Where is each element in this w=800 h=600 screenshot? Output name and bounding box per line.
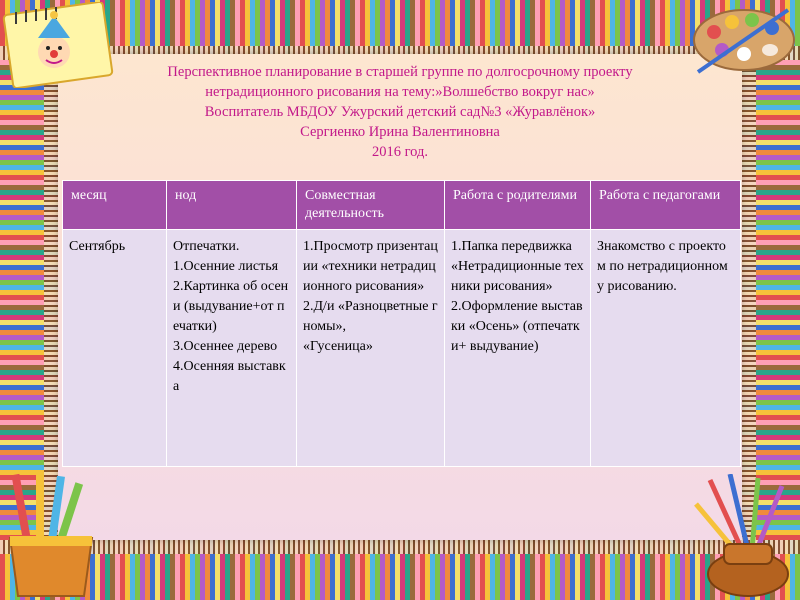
month-text: Сентябрь: [69, 239, 126, 254]
joint-item: «Гусеница»: [303, 339, 373, 354]
slide-header: [70, 62, 730, 162]
column-header-parents: Работа с родителями: [445, 181, 591, 230]
nod-item: Отпечатки.: [173, 239, 240, 254]
colored-pencils-border-right: [742, 60, 800, 540]
nod-item: 1.Осенние листья: [173, 259, 279, 274]
nod-item: 4.Осенняя выставка: [173, 359, 286, 394]
column-header-nod: нод: [167, 181, 297, 230]
colored-pencils-border-top: [0, 0, 800, 60]
paint-palette-icon: [688, 2, 798, 76]
header-line-2: нетрадиционного рисования на тему:»Волшебство вокруг нас»: [205, 84, 595, 100]
pencil-cup-left-icon: [2, 472, 100, 598]
table-header-row: [63, 181, 741, 230]
column-header-joint-activity: Совместная деятельность: [297, 181, 445, 230]
header-line-4: Сергиенко Ирина Валентиновна: [300, 124, 500, 140]
header-line-3: Воспитатель МБДОУ Ужурский детский сад№3 «Журавлёнок»: [204, 104, 596, 120]
planning-table: [62, 180, 741, 467]
paint-brush-jar-right-icon: [690, 474, 798, 598]
table-row: [63, 230, 741, 467]
header-line-1: Перспективное планирование в старшей группе по долгосрочному проекту: [167, 64, 633, 80]
cell-month: [63, 230, 167, 467]
colored-pencils-border-left: [0, 60, 58, 540]
nod-item: 3.Осеннее дерево: [173, 339, 278, 354]
joint-item: 2.Д/и «Разноцветные гномы»,: [303, 299, 438, 334]
cell-parents: [445, 230, 591, 467]
joint-item: 1.Просмотр призентации «техники нетрадиционного рисования»: [303, 239, 438, 294]
header-line-5: 2016 год.: [371, 144, 429, 160]
cell-teachers: [591, 230, 741, 467]
parents-item: 2.Оформление выставки «Осень» (отпечатки+ выдувание): [451, 299, 583, 354]
column-header-month: месяц: [63, 181, 167, 230]
cell-nod: [167, 230, 297, 467]
colored-pencils-border-bottom: [0, 540, 800, 600]
teachers-item: Знакомство с проектом по нетрадиционному рисованию.: [597, 239, 728, 294]
nod-item: 2.Картинка об осени (выдувание+от печатки): [173, 279, 289, 334]
parents-item: 1.Папка передвижка «Нетрадиционные техники рисования»: [451, 239, 584, 294]
notebook-clown-icon: [2, 2, 120, 88]
column-header-teachers: Работа с педагогами: [591, 181, 741, 230]
cell-joint-activity: [297, 230, 445, 467]
